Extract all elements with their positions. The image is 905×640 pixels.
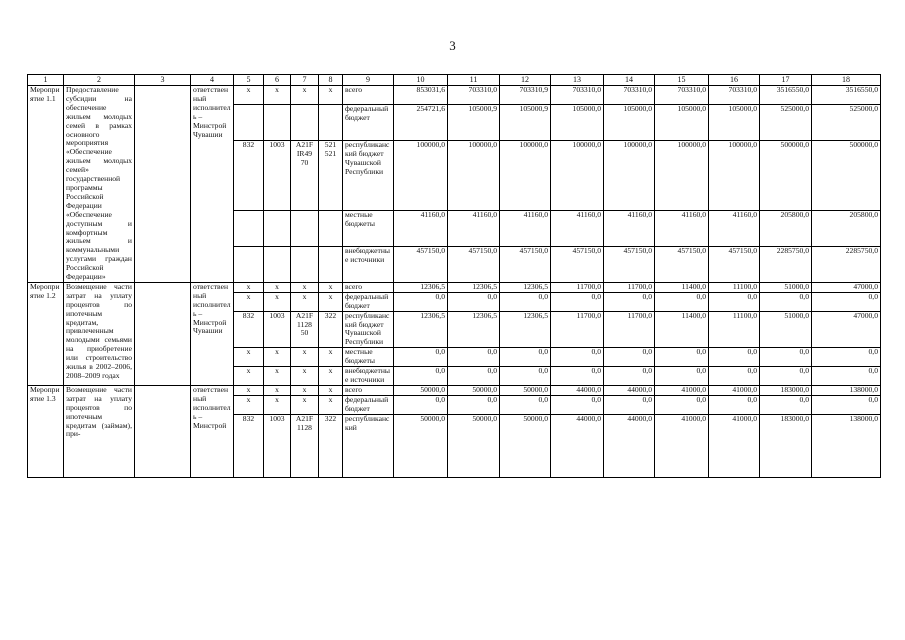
subprogram-cell: [135, 86, 191, 283]
amount-cell: 457150,0: [655, 246, 709, 282]
expense-type-code: [319, 246, 343, 282]
amount-cell: 138000,0: [812, 385, 881, 395]
amount-cell: 703310,0: [709, 86, 760, 105]
expense-type-code: x: [319, 292, 343, 311]
amount-cell: 11100,0: [709, 282, 760, 292]
expense-type-code: x: [319, 385, 343, 395]
amount-cell: 50000,0: [500, 414, 551, 477]
amount-cell: 50000,0: [394, 414, 448, 477]
section-code: 1003: [264, 414, 291, 477]
amount-cell: 105000,0: [551, 104, 604, 140]
funding-source: местные бюджеты: [343, 210, 394, 246]
amount-cell: 205800,0: [812, 210, 881, 246]
target-article-code: x: [291, 282, 319, 292]
amount-cell: 0,0: [394, 348, 448, 367]
amount-cell: 0,0: [394, 367, 448, 386]
amount-cell: 12306,5: [448, 311, 500, 348]
amount-cell: 100000,0: [394, 140, 448, 210]
grbs-code: x: [234, 367, 264, 386]
amount-cell: 2285750,0: [760, 246, 812, 282]
amount-cell: 11700,0: [551, 311, 604, 348]
amount-cell: 0,0: [604, 292, 655, 311]
amount-cell: 50000,0: [500, 385, 551, 395]
funding-source: республиканский: [343, 414, 394, 477]
section-code: x: [264, 282, 291, 292]
target-article-code: x: [291, 292, 319, 311]
amount-cell: 703310,0: [551, 86, 604, 105]
expense-type-code: x: [319, 348, 343, 367]
amount-cell: 12306,5: [500, 311, 551, 348]
target-article-code: [291, 210, 319, 246]
amount-cell: 0,0: [812, 292, 881, 311]
amount-cell: 205800,0: [760, 210, 812, 246]
section-code: x: [264, 385, 291, 395]
amount-cell: 0,0: [812, 367, 881, 386]
amount-cell: 457150,0: [394, 246, 448, 282]
amount-cell: 51000,0: [760, 311, 812, 348]
column-number: 3: [135, 75, 191, 86]
amount-cell: 100000,0: [655, 140, 709, 210]
column-number: 4: [191, 75, 234, 86]
target-article-code: x: [291, 367, 319, 386]
amount-cell: 12306,5: [448, 282, 500, 292]
amount-cell: 11400,0: [655, 311, 709, 348]
target-article-code: [291, 246, 319, 282]
section-code: [264, 104, 291, 140]
amount-cell: 100000,0: [551, 140, 604, 210]
amount-cell: 41160,0: [604, 210, 655, 246]
column-number: 18: [812, 75, 881, 86]
amount-cell: 11700,0: [551, 282, 604, 292]
target-article-code: x: [291, 86, 319, 105]
amount-cell: 44000,0: [551, 385, 604, 395]
amount-cell: 0,0: [709, 367, 760, 386]
amount-cell: 0,0: [500, 367, 551, 386]
column-number: 11: [448, 75, 500, 86]
amount-cell: 47000,0: [812, 282, 881, 292]
amount-cell: 500000,0: [760, 140, 812, 210]
expense-type-code: x: [319, 86, 343, 105]
amount-cell: 0,0: [551, 292, 604, 311]
grbs-code: x: [234, 86, 264, 105]
subprogram-cell: [135, 385, 191, 477]
amount-cell: 12306,5: [500, 282, 551, 292]
column-number: 17: [760, 75, 812, 86]
expense-type-code: x: [319, 395, 343, 414]
grbs-code: x: [234, 385, 264, 395]
activity-name: Мероприятие 1.1: [28, 86, 64, 283]
amount-cell: 41160,0: [448, 210, 500, 246]
amount-cell: 703310,0: [448, 86, 500, 105]
target-article-code: A21F 1128 50: [291, 311, 319, 348]
activity-description: Возмещение части затрат на уплату процентов по ипотечным кредитам, привлеченным молодыми семьями на приобретение или строительство жилья в 2002–2006, 2008–2009 годах: [64, 282, 135, 385]
amount-cell: 0,0: [655, 395, 709, 414]
amount-cell: 12306,5: [394, 282, 448, 292]
section-code: x: [264, 292, 291, 311]
amount-cell: 41160,0: [394, 210, 448, 246]
executor-cell: ответственный исполнитель – Минстрой: [191, 385, 234, 477]
grbs-code: [234, 246, 264, 282]
amount-cell: 0,0: [709, 292, 760, 311]
grbs-code: 832: [234, 311, 264, 348]
amount-cell: 0,0: [812, 348, 881, 367]
column-number: 1: [28, 75, 64, 86]
amount-cell: 0,0: [760, 395, 812, 414]
amount-cell: 41160,0: [655, 210, 709, 246]
amount-cell: 0,0: [812, 395, 881, 414]
grbs-code: [234, 210, 264, 246]
funding-source: федеральный бюджет: [343, 104, 394, 140]
column-number: 12: [500, 75, 551, 86]
expense-type-code: 521 521: [319, 140, 343, 210]
target-article-code: A21F IR49 70: [291, 140, 319, 210]
grbs-code: 832: [234, 414, 264, 477]
amount-cell: 457150,0: [551, 246, 604, 282]
amount-cell: 2285750,0: [812, 246, 881, 282]
amount-cell: 457150,0: [448, 246, 500, 282]
grbs-code: x: [234, 292, 264, 311]
amount-cell: 0,0: [500, 292, 551, 311]
funding-source: федеральный бюджет: [343, 395, 394, 414]
expense-type-code: x: [319, 282, 343, 292]
amount-cell: 0,0: [709, 395, 760, 414]
amount-cell: 0,0: [551, 367, 604, 386]
funding-source: местные бюджеты: [343, 348, 394, 367]
amount-cell: 0,0: [394, 292, 448, 311]
amount-cell: 44000,0: [604, 414, 655, 477]
amount-cell: 0,0: [448, 348, 500, 367]
executor-cell: ответственный исполнитель – Минстрой Чувашии: [191, 86, 234, 283]
table-row: [28, 282, 881, 292]
expense-type-code: [319, 210, 343, 246]
table-row: [28, 86, 881, 105]
amount-cell: 254721,6: [394, 104, 448, 140]
section-code: x: [264, 86, 291, 105]
section-code: [264, 246, 291, 282]
amount-cell: 41000,0: [655, 414, 709, 477]
amount-cell: 457150,0: [709, 246, 760, 282]
amount-cell: 0,0: [760, 367, 812, 386]
amount-cell: 0,0: [500, 348, 551, 367]
amount-cell: 0,0: [655, 292, 709, 311]
amount-cell: 3516550,0: [812, 86, 881, 105]
funding-source: федеральный бюджет: [343, 292, 394, 311]
column-number: 9: [343, 75, 394, 86]
amount-cell: 44000,0: [551, 414, 604, 477]
expense-type-code: [319, 104, 343, 140]
amount-cell: 0,0: [655, 367, 709, 386]
grbs-code: 832: [234, 140, 264, 210]
grbs-code: x: [234, 395, 264, 414]
funding-source: республиканский бюджет Чувашской Республики: [343, 311, 394, 348]
column-number: 14: [604, 75, 655, 86]
amount-cell: 0,0: [760, 292, 812, 311]
amount-cell: 0,0: [604, 348, 655, 367]
amount-cell: 41160,0: [709, 210, 760, 246]
amount-cell: 12306,5: [394, 311, 448, 348]
amount-cell: 41000,0: [709, 414, 760, 477]
column-number-row: [28, 75, 881, 86]
amount-cell: 11100,0: [709, 311, 760, 348]
section-code: x: [264, 395, 291, 414]
target-article-code: A21F 1128: [291, 414, 319, 477]
grbs-code: x: [234, 282, 264, 292]
section-code: x: [264, 348, 291, 367]
amount-cell: 0,0: [604, 367, 655, 386]
amount-cell: 3516550,0: [760, 86, 812, 105]
amount-cell: 0,0: [760, 348, 812, 367]
column-number: 2: [64, 75, 135, 86]
budget-table: [27, 74, 881, 478]
amount-cell: 105000,9: [448, 104, 500, 140]
amount-cell: 0,0: [394, 395, 448, 414]
grbs-code: x: [234, 348, 264, 367]
amount-cell: 50000,0: [448, 414, 500, 477]
amount-cell: 0,0: [448, 367, 500, 386]
amount-cell: 41160,0: [500, 210, 551, 246]
amount-cell: 500000,0: [812, 140, 881, 210]
amount-cell: 105000,0: [709, 104, 760, 140]
expense-type-code: 322: [319, 414, 343, 477]
column-number: 16: [709, 75, 760, 86]
amount-cell: 0,0: [551, 395, 604, 414]
amount-cell: 47000,0: [812, 311, 881, 348]
activity-name: Мероприятие 1.2: [28, 282, 64, 385]
section-code: x: [264, 367, 291, 386]
amount-cell: 100000,0: [604, 140, 655, 210]
amount-cell: 0,0: [655, 348, 709, 367]
executor-cell: ответственный исполнитель – Минстрой Чувашии: [191, 282, 234, 385]
section-code: 1003: [264, 311, 291, 348]
amount-cell: 50000,0: [448, 385, 500, 395]
column-number: 7: [291, 75, 319, 86]
amount-cell: 105000,0: [655, 104, 709, 140]
amount-cell: 703310,9: [500, 86, 551, 105]
section-code: 1003: [264, 140, 291, 210]
funding-source: всего: [343, 282, 394, 292]
funding-source: внебюджетные источники: [343, 246, 394, 282]
amount-cell: 51000,0: [760, 282, 812, 292]
target-article-code: x: [291, 348, 319, 367]
column-number: 13: [551, 75, 604, 86]
amount-cell: 41160,0: [551, 210, 604, 246]
amount-cell: 41000,0: [709, 385, 760, 395]
grbs-code: [234, 104, 264, 140]
amount-cell: 11700,0: [604, 282, 655, 292]
amount-cell: 703310,0: [655, 86, 709, 105]
amount-cell: 100000,0: [709, 140, 760, 210]
target-article-code: [291, 104, 319, 140]
amount-cell: 11400,0: [655, 282, 709, 292]
expense-type-code: x: [319, 367, 343, 386]
amount-cell: 0,0: [500, 395, 551, 414]
activity-description: Предоставление субсидии на обеспечение жильем молодых семей в рамках основного мероприятия «Обеспечение жильем молодых семей» государственной программы Российской Федерации «Обеспечение доступным и комфортным жильем и коммунальными услугами граждан Российской Федерации»: [64, 86, 135, 283]
amount-cell: 0,0: [448, 395, 500, 414]
amount-cell: 703310,0: [604, 86, 655, 105]
amount-cell: 457150,0: [604, 246, 655, 282]
expense-type-code: 322: [319, 311, 343, 348]
amount-cell: 138000,0: [812, 414, 881, 477]
funding-source: республиканский бюджет Чувашской Республики: [343, 140, 394, 210]
amount-cell: 100000,0: [500, 140, 551, 210]
amount-cell: 100000,0: [448, 140, 500, 210]
amount-cell: 105000,9: [500, 104, 551, 140]
amount-cell: 183000,0: [760, 385, 812, 395]
amount-cell: 525000,0: [812, 104, 881, 140]
amount-cell: 50000,0: [394, 385, 448, 395]
section-code: [264, 210, 291, 246]
column-number: 15: [655, 75, 709, 86]
amount-cell: 0,0: [604, 395, 655, 414]
target-article-code: x: [291, 395, 319, 414]
column-number: 8: [319, 75, 343, 86]
column-number: 10: [394, 75, 448, 86]
funding-source: всего: [343, 385, 394, 395]
amount-cell: 41000,0: [655, 385, 709, 395]
amount-cell: 11700,0: [604, 311, 655, 348]
funding-source: внебюджетные источники: [343, 367, 394, 386]
page-number: 3: [449, 38, 456, 53]
amount-cell: 525000,0: [760, 104, 812, 140]
amount-cell: 0,0: [709, 348, 760, 367]
target-article-code: x: [291, 385, 319, 395]
amount-cell: 183000,0: [760, 414, 812, 477]
amount-cell: 105000,0: [604, 104, 655, 140]
amount-cell: 0,0: [448, 292, 500, 311]
amount-cell: 853031,6: [394, 86, 448, 105]
column-number: 5: [234, 75, 264, 86]
funding-source: всего: [343, 86, 394, 105]
amount-cell: 0,0: [551, 348, 604, 367]
table-row: [28, 385, 881, 395]
amount-cell: 457150,0: [500, 246, 551, 282]
activity-name: Мероприятие 1.3: [28, 385, 64, 477]
amount-cell: 44000,0: [604, 385, 655, 395]
column-number: 6: [264, 75, 291, 86]
subprogram-cell: [135, 282, 191, 385]
activity-description: Возмещение части затрат на уплату процентов по ипотечным кредитам (займам), при-: [64, 385, 135, 477]
